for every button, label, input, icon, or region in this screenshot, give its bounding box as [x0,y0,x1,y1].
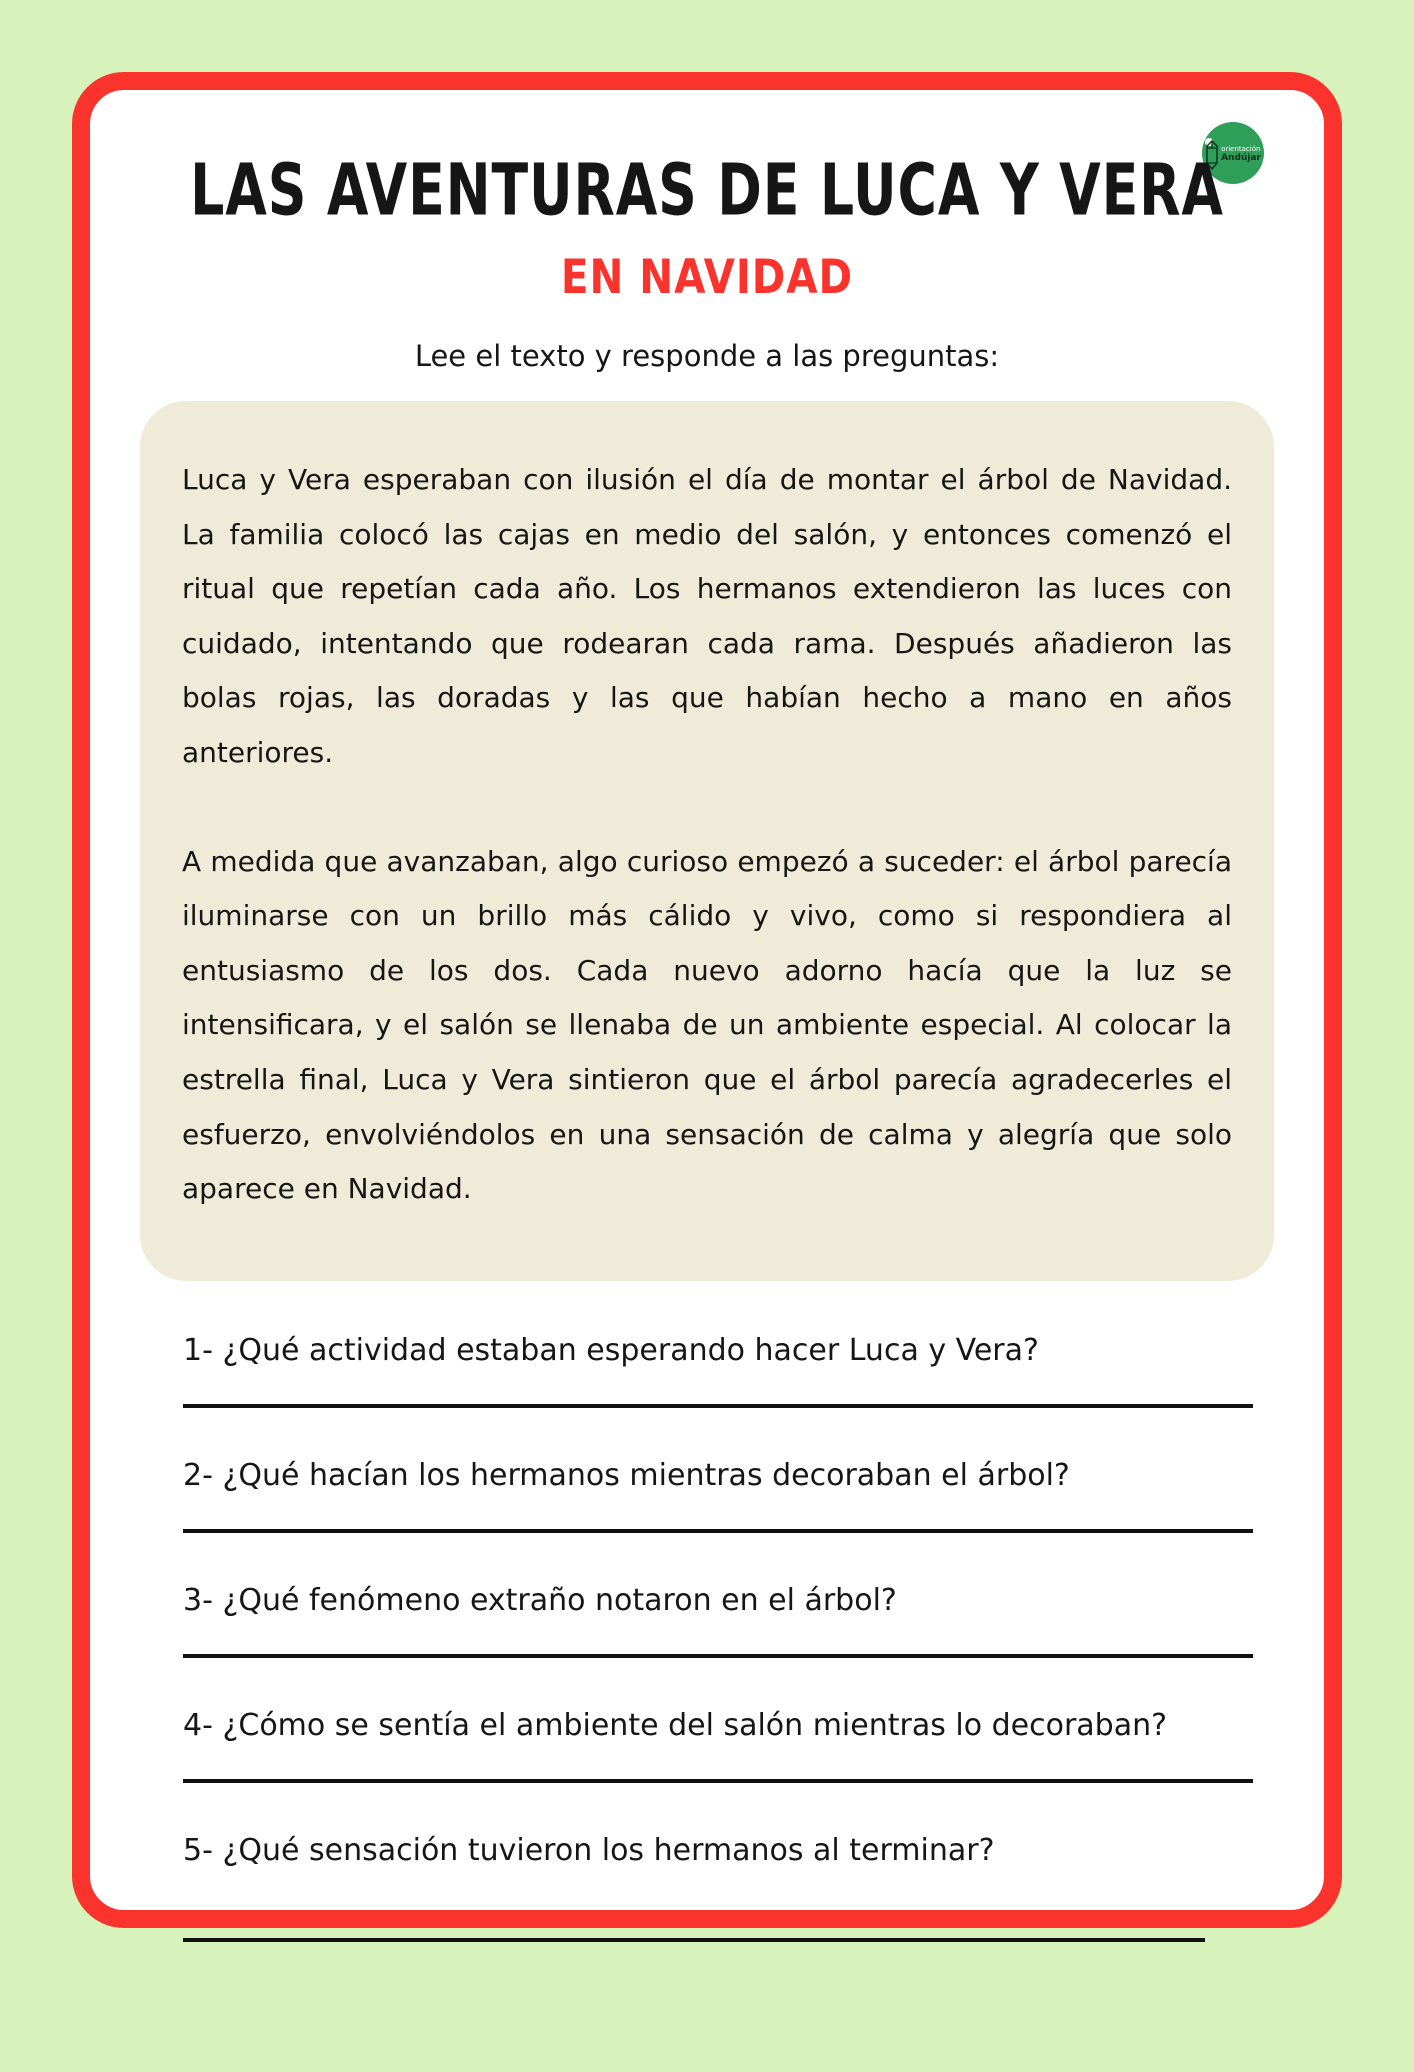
answer-line [183,1529,1253,1533]
questions-list [183,1333,1259,1942]
question-text: 5- ¿Qué sensación tuvieron los hermanos al terminar? [183,1832,995,1868]
question-number: 2- [183,1457,223,1493]
question-text: 3- ¿Qué fenómeno extraño notaron en el árbol? [183,1582,897,1618]
page-subtitle: EN NAVIDAD [560,248,854,305]
logo-text-line2: Andújar [1221,152,1261,163]
story-paragraph: Luca y Vera esperaban con ilusión el día de montar el árbol de Navidad. La familia colocó las cajas en medio del salón, y entonces comenzó el ritual que repetían cada año. Los hermanos extendieron las luces con cuidado, intentando que rodearan cada rama. Después añadieron las bolas rojas, las doradas y las que habían hecho a mano en años anteriores. [182,463,1232,769]
question-text: 1- ¿Qué actividad estaban esperando hacer Luca y Vera? [183,1332,1039,1368]
answer-line [183,1404,1253,1408]
answer-line [183,1938,1205,1942]
question-number: 5- [183,1832,223,1868]
worksheet-card [72,72,1342,1928]
question-item [183,1458,1259,1533]
question-item [183,1833,1259,1942]
story-paragraph: A medida que avanzaban, algo curioso empezó a suceder: el árbol parecía iluminarse con un brillo más cálido y vivo, como si respondiera al entusiasmo de los dos. Cada nuevo adorno hacía que la luz se intensificara, y el salón se llenaba de un ambiente especial. Al colocar la estrella final, Luca y Vera sintieron que el árbol parecía agradecerles el esfuerzo, envolviéndolos en una sensación de calma y alegría que solo aparece en Navidad. [182,844,1232,1206]
answer-line [183,1779,1253,1783]
question-item [183,1708,1259,1783]
question-text: 2- ¿Qué hacían los hermanos mientras decoraban el árbol? [183,1457,1070,1493]
question-number: 1- [183,1332,223,1368]
question-number: 3- [183,1582,223,1618]
logo-text [1221,146,1261,163]
question-number: 4- [183,1707,223,1743]
question-text: 4- ¿Cómo se sentía el ambiente del salón mientras lo decoraban? [183,1707,1168,1743]
question-item [183,1583,1259,1658]
story-text-box [140,401,1274,1281]
answer-line [183,1654,1253,1658]
worksheet-page [0,72,1414,2072]
instruction-text: Lee el texto y responde a las preguntas: [414,339,1000,373]
page-title: LAS AVENTURAS DE LUCA Y VERA [190,149,1224,233]
logo-text-line1: orientación [1221,144,1261,153]
question-item [183,1333,1259,1408]
